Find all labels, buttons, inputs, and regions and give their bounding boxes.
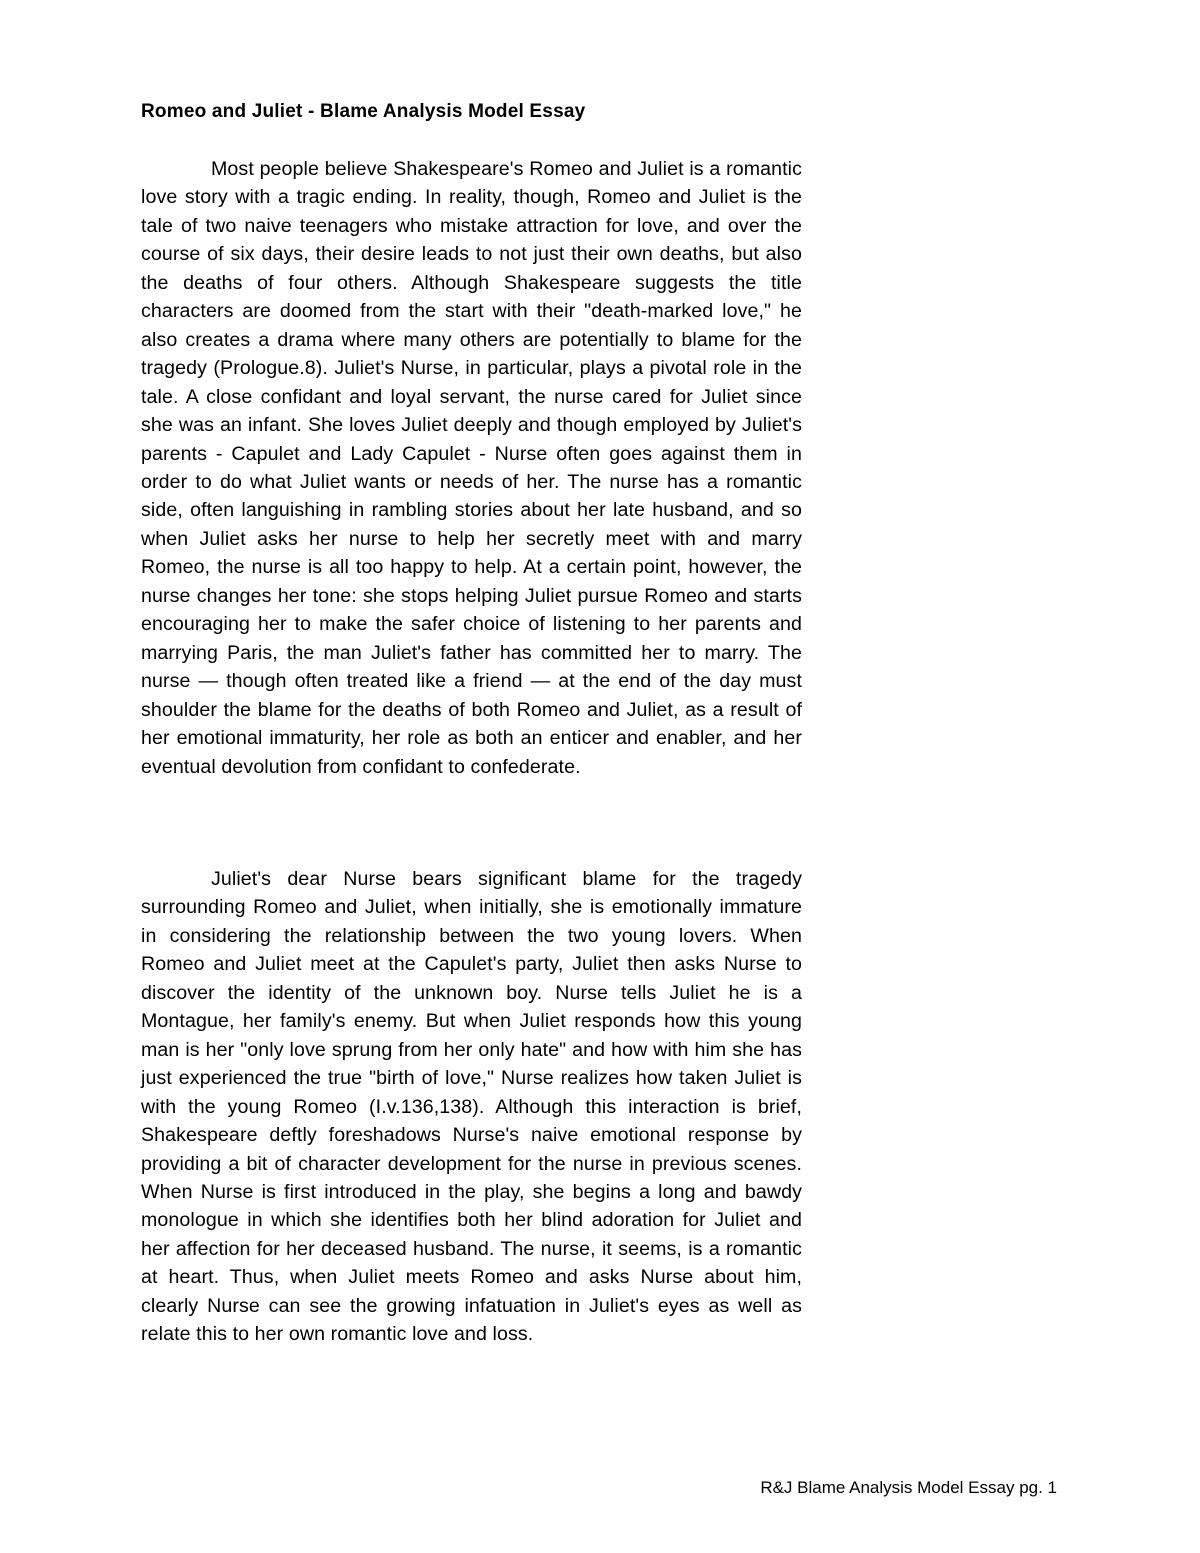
essay-paragraph-body-1: Juliet's dear Nurse bears significant blame for the tragedy surrounding Romeo and Juliet, when initially, she is emotionally immature in considering the relationship between the two young lovers. When Romeo and Juliet meet at the Capulet's party, Juliet then asks Nurse to discover the identity of the unknown boy. Nurse tells Juliet he is a Montague, her family's enemy. But when Juliet responds how this young man is her "only love sprung from her only hate" and how with him she has just experienced the true "birth of love," Nurse realizes how taken Juliet is with the young Romeo (I.v.136,138). Although this interaction is brief, Shakespeare deftly foreshadows Nurse's naive emotional response by providing a bit of character development for the nurse in previous scenes. When Nurse is first introduced in the play, she begins a long and bawdy monologue in which she identifies both her blind adoration for Juliet and her affection for her deceased husband. The nurse, it seems, is a romantic at heart. Thus, when Juliet meets Romeo and asks Nurse about him, clearly Nurse can see the growing infatuation in Juliet's eyes as well as relate this to her own romantic love and loss. — [141, 868, 802, 1346]
essay-paragraph-introduction: Most people believe Shakespeare's Romeo and Juliet is a romantic love story with a tragic ending. In reality, though, Romeo and Juliet is the tale of two naive teenagers who mistake attraction for love, and over the course of six days, their desire leads to not just their own deaths, but also the deaths of four others. Although Shakespeare suggests the title characters are doomed from the start with their "death-marked love," he also creates a drama where many others are potentially to blame for the tragedy (Prologue.8). Juliet's Nurse, in particular, plays a pivotal role in the tale. A close confidant and loyal servant, the nurse cared for Juliet since she was an infant. She loves Juliet deeply and though employed by Juliet's parents - Capulet and Lady Capulet - Nurse often goes against them in order to do what Juliet wants or needs of her. The nurse has a romantic side, often languishing in rambling stories about her late husband, and so when Juliet asks her nurse to help her secretly meet with and marry Romeo, the nurse is all too happy to help. At a certain point, however, the nurse changes her tone: she stops helping Juliet pursue Romeo and starts encouraging her to make the safer choice of listening to her parents and marrying Paris, the man Juliet's father has committed her to marry. The nurse — though often treated like a friend — at the end of the day must shoulder the blame for the deaths of both Romeo and Juliet, as a result of her emotional immaturity, her role as both an enticer and enabler, and her eventual devolution from confidant to confederate. — [141, 158, 802, 778]
document-title: Romeo and Juliet - Blame Analysis Model Essay — [141, 101, 586, 122]
page-footer: R&J Blame Analysis Model Essay pg. 1 — [760, 1478, 1057, 1497]
